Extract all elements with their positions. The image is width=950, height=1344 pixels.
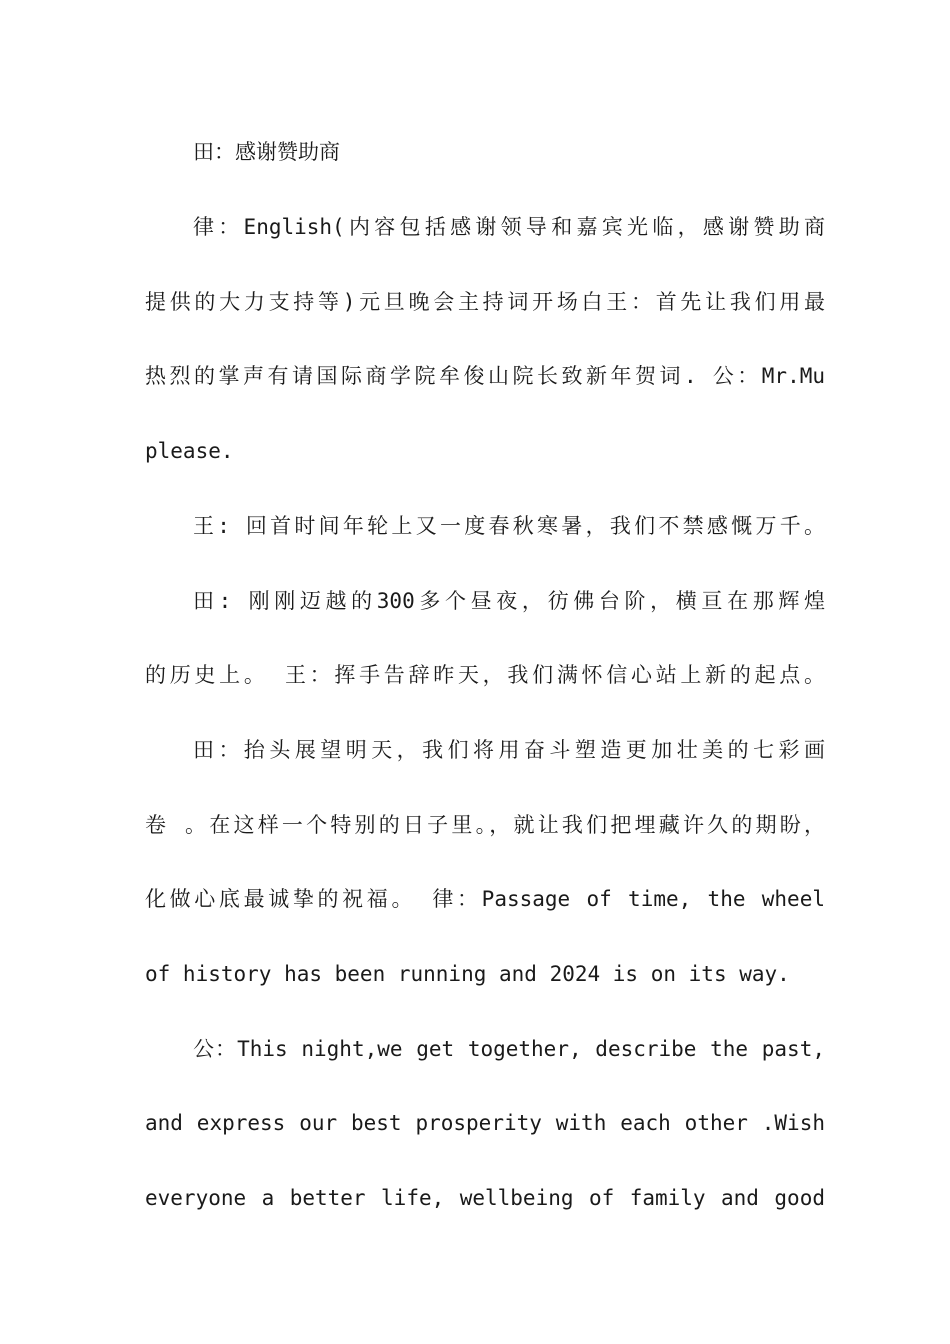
text-line: of history has been running and 2024 is on its way.: [145, 962, 790, 986]
text-line: please.: [145, 439, 234, 463]
text-line: everyone a better life, wellbeing of family and good: [145, 1186, 825, 1210]
text-line: and express our best prosperity with each other .Wish: [145, 1111, 825, 1135]
text-line: 的历史上。 王：挥手告辞昨天，我们满怀信心站上新的起点。: [145, 663, 825, 687]
text-line: 热烈的掌声有请国际商学院牟俊山院长致新年贺词. 公：Mr.Mu: [145, 364, 825, 388]
text-line: 提供的大力支持等)元旦晚会主持词开场白王：首先让我们用最: [145, 290, 825, 314]
text-line: 律：English(内容包括感谢领导和嘉宾光临，感谢赞助商: [193, 215, 825, 239]
text-line: 田：抬头展望明天，我们将用奋斗塑造更加壮美的七彩画: [193, 738, 825, 762]
text-line: 田: 刚刚迈越的300多个昼夜，彷佛台阶，横亘在那辉煌: [193, 589, 825, 613]
text-line: 公：This night,we get together, describe the past,: [193, 1037, 825, 1061]
text-line: 卷 。在这样一个特别的日子里。，就让我们把埋藏许久的期盼，: [145, 813, 825, 837]
text-line: 田：感谢赞助商: [193, 140, 340, 164]
text-line: 王: 回首时间年轮上又一度春秋寒暑，我们不禁感慨万千。: [193, 514, 825, 538]
text-line: 化做心底最诚挚的祝福。 律：Passage of time, the wheel: [145, 887, 825, 911]
